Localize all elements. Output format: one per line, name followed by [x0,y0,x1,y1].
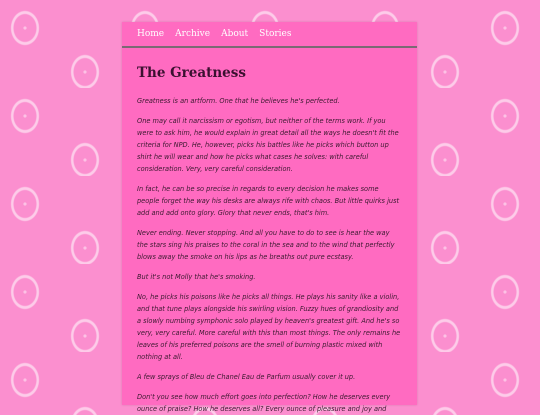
post-content [122,48,417,415]
post-paragraph: No, he picks his poisons like he picks all things. He plays his sanity like a violin, and that tune plays alongside his swirling vision. Fuzzy hues of grandiosity and a slowly numbing symphonic solo played by heaven's greatest gift. And he's so very, very careful. More careful with this than most things. The only remains he leaves of his preferred poisons are the smell of burning plastic mixed with nothing at all. [137,293,401,361]
post-paragraph: Greatness is an artform. One that he believes he's perfected. [137,97,340,105]
nav-archive-link[interactable]: Archive [175,29,211,39]
top-nav [122,22,417,48]
post-title: The Greatness [137,65,246,81]
post-paragraph: Never ending. Never stopping. And all you have to do to see is hear the way the stars sing his praises to the coral in the sea and to the wind that perfectly blows away the smoke on his lips as he breaths out pure ecstasy. [137,229,395,261]
post-card [122,22,417,413]
nav-home-link[interactable]: Home [137,29,165,39]
post-paragraph: But it's not Molly that he's smoking. [137,273,256,281]
post-paragraph: In fact, he can be so precise in regards to every decision he makes some people forget the way his desks are always rife with chaos. But little quirks just add and add onto glory. Glory that never ends, that's him. [137,185,400,217]
nav-about-link[interactable]: About [221,29,249,39]
post-paragraph: A few sprays of Bleu de Chanel Eau de Parfum usually cover it up. [137,373,356,381]
post-paragraph: One may call it narcissism or egotism, but neither of the terms work. If you were to ask him, he would explain in great detail all the ways he doesn't fit the criteria for NPD. He, however, picks his battles like he picks which button up shirt he will wear and how he picks what cases he solves: with careful consideration. Very, very careful consideration. [137,117,399,173]
post-paragraph: Don't you see how much effort goes into perfection? How he deserves every ounce of praise? How he deserves all? Every ounce of pleasure and joy and [137,393,391,413]
nav-stories-link[interactable]: Stories [259,29,292,39]
